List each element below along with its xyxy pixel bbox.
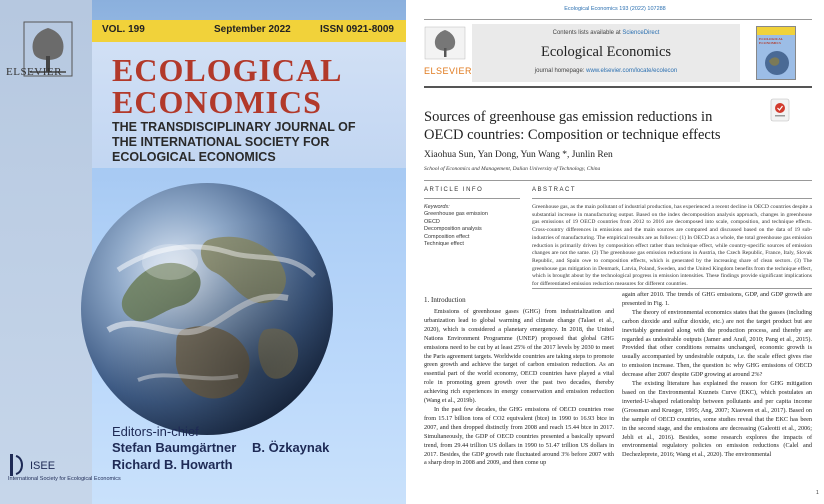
thumbnail-title: ECOLOGICAL ECONOMICS [759,37,783,45]
article-info-rule [424,198,520,199]
article-first-page [406,0,824,504]
introduction-heading: 1. Introduction [424,296,466,304]
sciencedirect-link[interactable]: ScienceDirect [622,30,660,36]
body-column-right [622,291,812,460]
right-paragraph-3: The existing literature has explained the reason for GHG mitigation based on the Environmental Kuznets Curve (EKC), which postulates an inverted-U-shaped relationship between pollutants and per capita income (Grossman and Krueger, 1995; Ang, 2007; Xiaowen et al., 2017). Based on the sample of OECD countries, some studies reveal that the EKC has been in the second stage, and the emissions are decreasing (Galeotti et al., 2006; Jebli et al., 2016). Besides, some research explores the impacts of environmental regulatory policies on emission reductions (Calel and Dechezleprete, 2016; Wang et al., 2020). The environmental [622,380,812,459]
society-name: International Society for Ecological Economics [8,476,121,482]
elsevier-tree-icon [424,26,466,60]
cover-title-line2: ECONOMICS [112,84,322,120]
keyword-item: Greenhouse gas emission [424,211,488,217]
journal-name: Ecological Economics [540,44,672,60]
cover-subtitle-line1: THE TRANSDISCIPLINARY JOURNAL OF [112,120,356,134]
abstract-end-rule [532,288,812,289]
article-title: Sources of greenhouse gas emission reductions in OECD countries: Composition or technique effects [424,109,721,143]
author-list[interactable]: Xiaohua Sun, Yan Dong, Yun Wang *, Junlin Ren [424,150,613,160]
intro-paragraph-2: In the past few decades, the GHG emissions of OECD countries rose from 15.17 billion tons of CO2 equivalent (btce) in 1990 to 16.93 btce in 2007, and then dropped distinctly from 2008 and reach 15.44 btce in 2017. Simultaneously, the GDP of OECD countries presented a basically upward trend, from 29.44 trillion US dollars in 1990 to 51.47 trillion US dollars in 2017. Besides, the GDP growth rate fluctuated around 3% before 2007 with a sharp drop in 2008 and 2009, and then come up [424,405,614,467]
page-number: 1 [816,490,819,496]
thumbnail-globe-icon [757,47,796,77]
keyword-item: Composition effect [424,233,470,240]
cover-subtitle-line3: ECOLOGICAL ECONOMICS [112,150,276,164]
editor-name-1: Stefan Baumgärtner [112,440,237,455]
header-divider [424,19,812,20]
header-thick-divider [424,86,812,88]
intro-paragraph-1: Emissions of greenhouse gases (GHG) from industrialization and urbanization lead to global warming and climate change (Talaei et al., 2020), which is considered a planetary emergency. In 2018, the United Nations Environment Programme (UNEP) proposed that global GHG emissions need to be cut by at least 25% of the 2017 levels by 2030 to meet the Paris agreement targets. Worldwide countries are taking steps to promote green growth and achieve the target of carbon emission reduction. As an essential part of the world economy, OECD countries have played a vital role in promoting green growth over the past two decades, thereby achieving rich experiences in energy conservation and emission reduction (Wang et al., 2019b). [424,308,614,405]
article-info-heading: ARTICLE INFO [424,187,484,193]
cover-date: September 2022 [214,24,291,35]
earth-globe-image [78,180,336,438]
abstract-rule [532,198,812,199]
isee-logo-icon [8,452,28,478]
society-acronym: ISEE [30,460,56,472]
check-for-updates-icon[interactable] [770,98,790,122]
citation-line[interactable]: Ecological Economics 193 (2022) 107288 [564,6,666,12]
editor-name-3: B. Özkaynak [252,440,330,455]
editor-name-2: Richard B. Howarth [112,457,233,472]
journal-cover [0,0,406,504]
keywords-heading: Keywords: [424,204,450,210]
journal-header-box [472,24,740,82]
author-affiliation: School of Economics and Management, Dalian University of Technology, China [424,166,601,172]
right-paragraph-2: The theory of environmental economics states that the gasses (including carbon dioxide and sulfur dioxide, etc.) are not the target product but are inevitably generated along with the production process, and thereby are regarded as undesirable outputs (Jamer and Arail, 2010; Pang et al., 2015). Provided that other conditions remains unchanged, economic growth is usually accompanied by undesirable outputs, i.e. the scale effect gives rise to emission increase. Then, the question is: why GHG emissions of OECD decrease after 2007 despite GDP growing at around 2%? [622,308,812,379]
publisher-wordmark: ELSEVIER [424,66,473,76]
keyword-item: Technique effect [424,241,464,247]
right-paragraph-1: again after 2010. The trends of GHG emissions, GDP, and GDP growth are presented in Fig. 1. [622,291,812,307]
body-column-left [424,308,614,468]
keyword-list [424,211,488,249]
journal-thumbnail-cover [756,26,796,80]
cover-volume: VOL. 199 [102,24,145,35]
thumbnail-banner [757,27,795,35]
editors-heading: Editors-in-chief [112,424,199,439]
contents-line [472,30,740,36]
cover-title-block [92,42,406,168]
cover-publisher-wordmark: ELSEVIER [6,66,62,78]
abstract-heading: ABSTRACT [532,187,577,193]
homepage-line [472,68,740,74]
keyword-item: OECD [424,218,440,225]
cover-subtitle-line2: THE INTERNATIONAL SOCIETY FOR [112,135,330,149]
abstract-text: Greenhouse gas, as the main pollutant of industrial production, has experienced a recent decline in OECD countries despite a substantial increase in manufacturing output. Based on the index decomposition analysis approach, changes in greenhouse gas emissions of 19 OECD countries from 2012 to 2016 are decomposed into scale, composition, and technique effects. Cross-country differences in emissions and the main sources are compared and discussed based on the data of 19 sub-industries of manufacturing. The empirical results are as follows: (1) In OECD as a whole, the total greenhouse gas emission reduction is primarily driven by composition effect rather than technique effect, while country-specific sources of emission changes are not the same. (2) The greenhouse gas emission reductions in Austria, the Czech Republic, France, Italy, Slovak Republic, and Spain owe to composition effects, which is generated by the increasing share of clean sectors. (3) The greenhouse gas mitigation in Denmark, Latvia, Poland, Sweden, and the United Kingdom benefits from the technique effect, which is brought about by the technological progress in emission intensities. These findings provide significant implications for differentiated emission reduction measures for different countries. [532,204,812,288]
info-divider [424,180,812,181]
contents-prefix: Contents lists available at [552,30,621,36]
cover-title-line1: ECOLOGICAL [112,52,343,88]
journal-homepage-link[interactable]: www.elsevier.com/locate/ecolecon [586,68,678,74]
cover-issn: ISSN 0921-8009 [320,24,394,35]
homepage-prefix: journal homepage: [534,68,585,74]
keyword-item: Decomposition analysis [424,226,482,232]
